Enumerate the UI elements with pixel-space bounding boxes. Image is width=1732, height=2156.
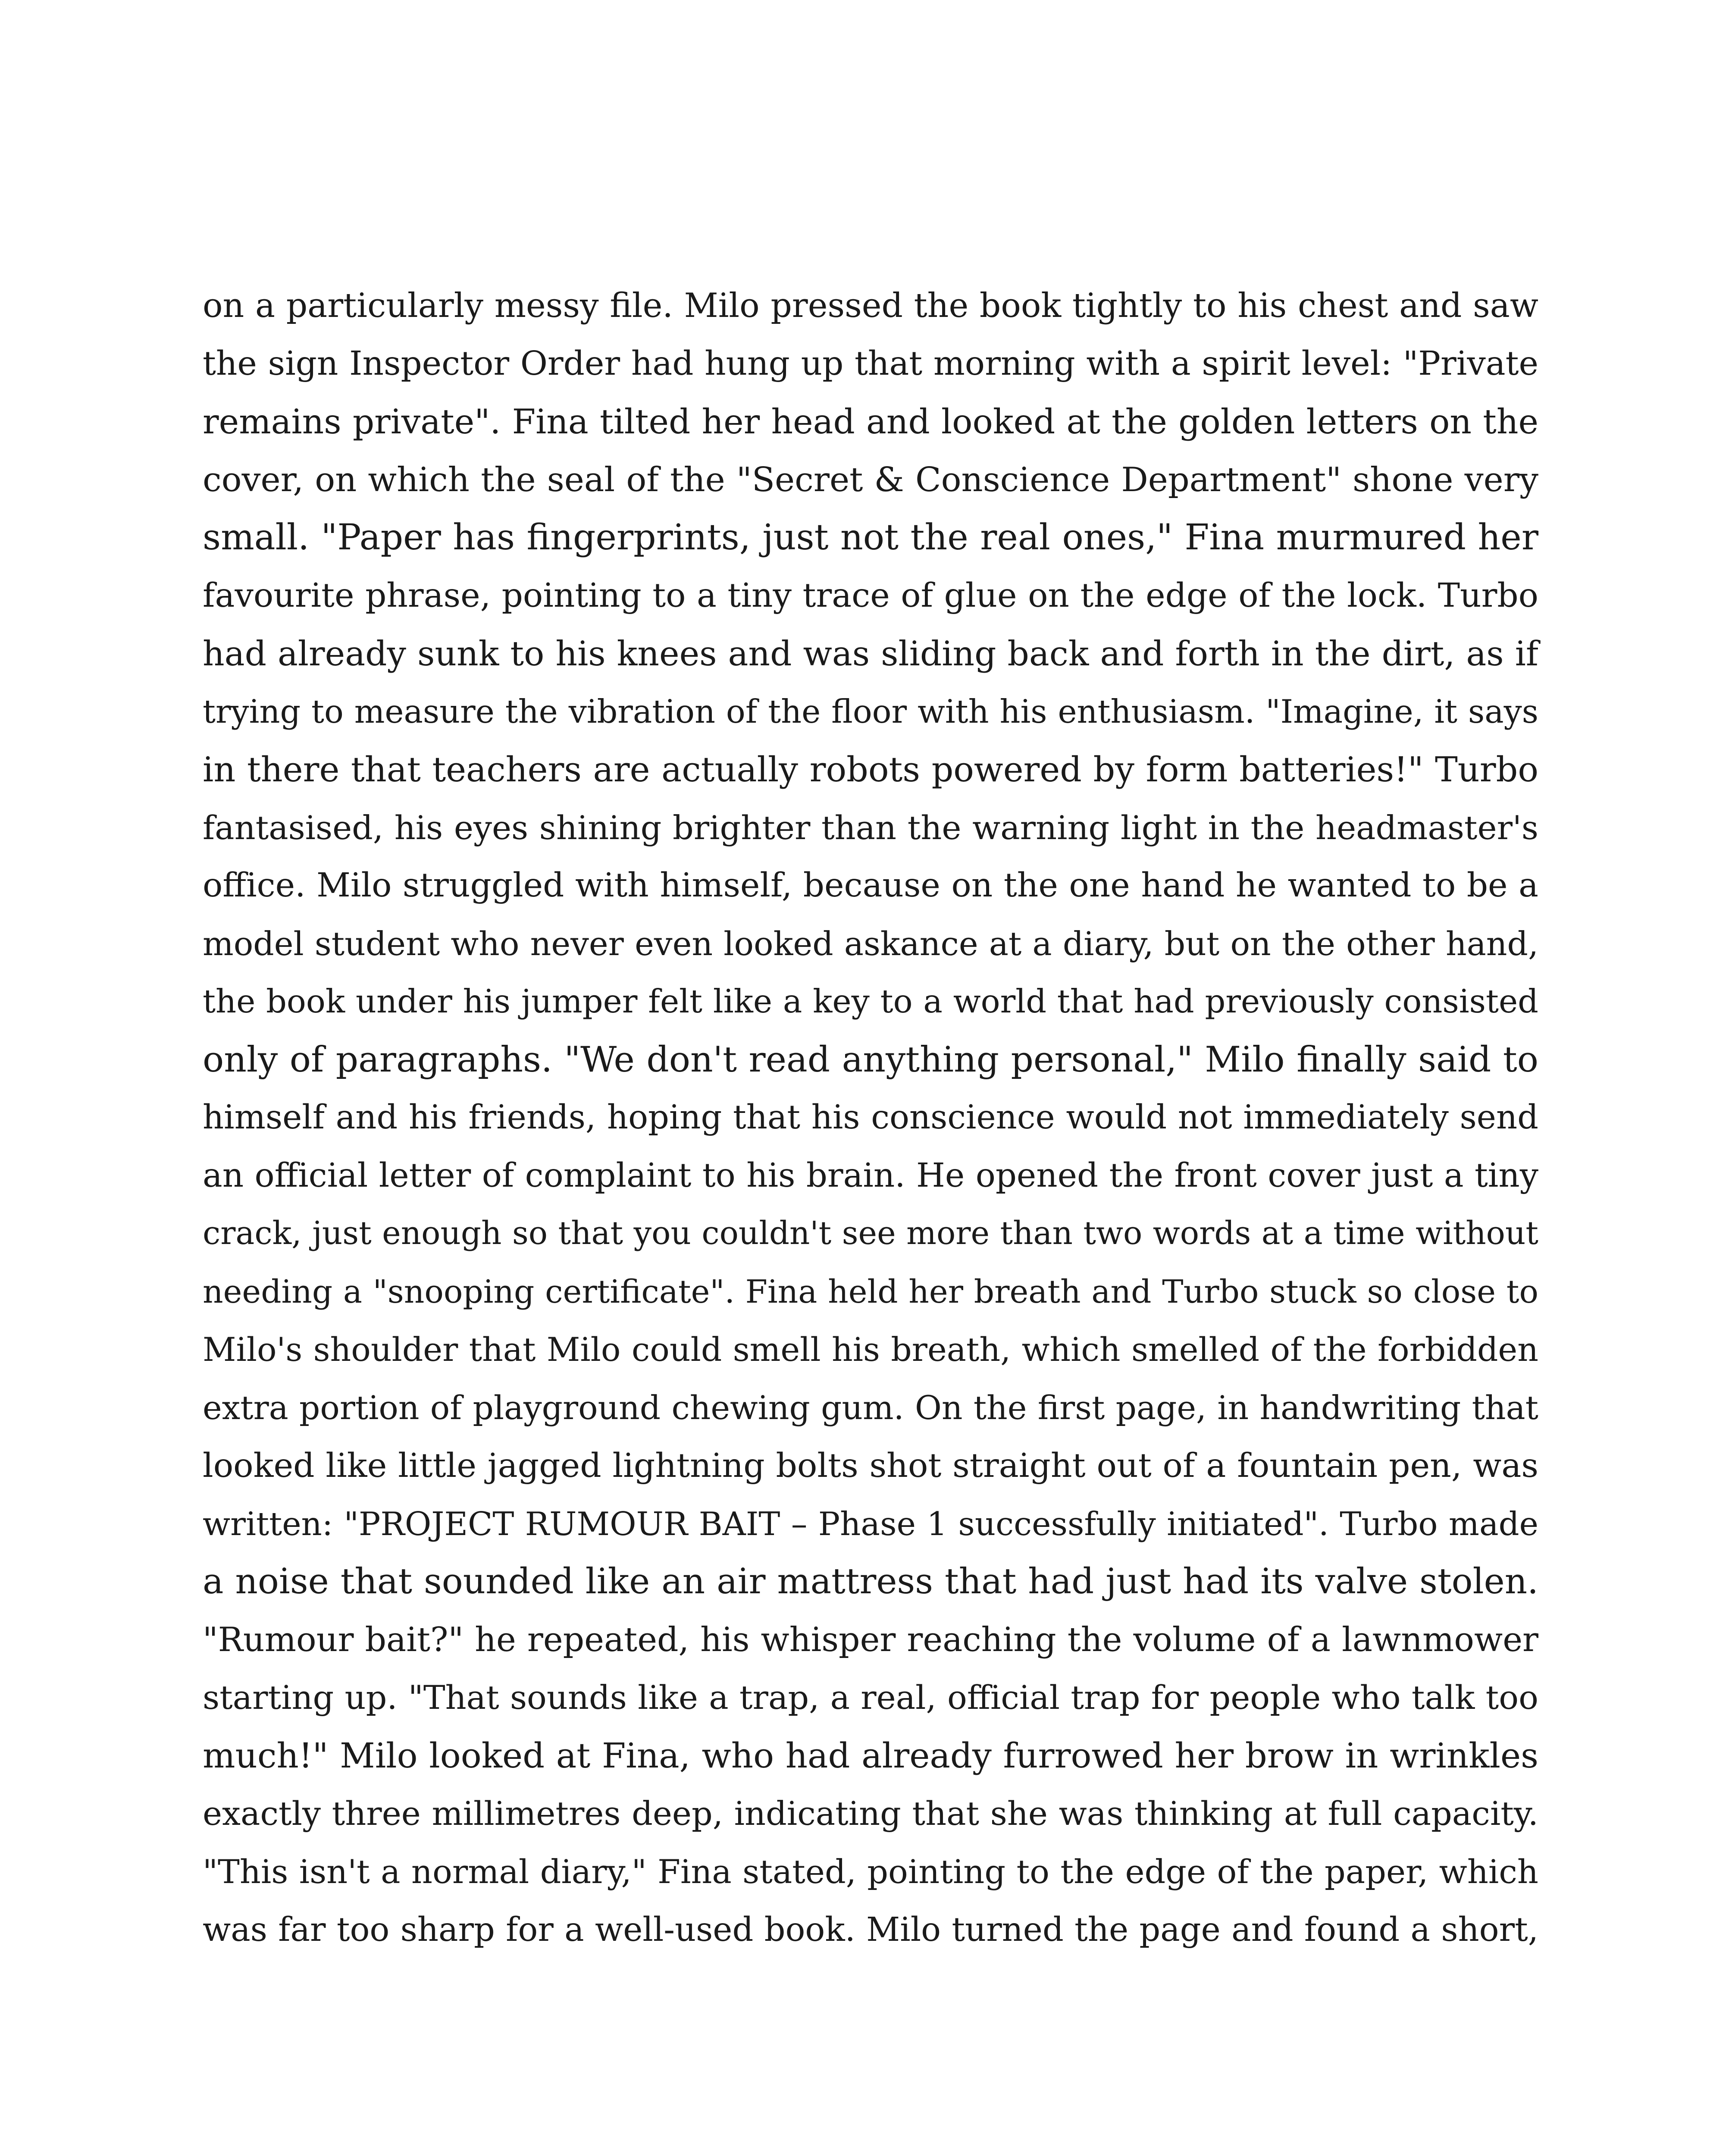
- text-line: needing a "snooping certificate". Fina held her breath and Turbo stuck so close to: [203, 1273, 1538, 1310]
- text-line: on a particularly messy file. Milo pressed the book tightly to his chest and saw: [203, 286, 1538, 325]
- text-line: fantasised, his eyes shining brighter than the warning light in the headmaster's: [203, 808, 1538, 847]
- text-line: in there that teachers are actually robots powered by form batteries!" Turbo: [203, 750, 1538, 790]
- text-line: Milo's shoulder that Milo could smell his breath, which smelled of the forbidden: [203, 1331, 1538, 1369]
- text-line: crack, just enough so that you couldn't see more than two words at a time without: [203, 1215, 1538, 1252]
- text-line: favourite phrase, pointing to a tiny trace of glue on the edge of the lock. Turbo: [203, 576, 1538, 615]
- text-line: model student who never even looked askance at a diary, but on the other hand,: [203, 924, 1538, 963]
- text-line: exactly three millimetres deep, indicating that she was thinking at full capacity.: [203, 1794, 1538, 1833]
- text-line: "This isn't a normal diary," Fina stated, pointing to the edge of the paper, which: [203, 1852, 1538, 1891]
- text-line: looked like little jagged lightning bolts shot straight out of a fountain pen, was: [203, 1446, 1538, 1485]
- text-line: cover, on which the seal of the "Secret & Conscience Department" shone very: [203, 460, 1538, 499]
- text-line: the sign Inspector Order had hung up that morning with a spirit level: "Private: [203, 344, 1538, 383]
- text-line: a noise that sounded like an air mattress that had just had its valve stolen.: [203, 1561, 1538, 1602]
- body-text: [203, 277, 1538, 1959]
- text-line: himself and his friends, hoping that his conscience would not immediately send: [203, 1098, 1538, 1137]
- text-line: an official letter of complaint to his brain. He opened the front cover just a tiny: [203, 1156, 1538, 1195]
- text-line: office. Milo struggled with himself, because on the one hand he wanted to be a: [203, 866, 1538, 905]
- text-line: extra portion of playground chewing gum. On the first page, in handwriting that: [203, 1388, 1538, 1427]
- text-line: remains private". Fina tilted her head and looked at the golden letters on the: [203, 402, 1538, 442]
- text-line: only of paragraphs. "We don't read anything personal," Milo finally said to: [203, 1039, 1538, 1080]
- text-line: had already sunk to his knees and was sliding back and forth in the dirt, as if: [203, 634, 1538, 674]
- text-line: "Rumour bait?" he repeated, his whisper reaching the volume of a lawnmower: [203, 1620, 1538, 1659]
- text-line: was far too sharp for a well-used book. Milo turned the page and found a short,: [203, 1910, 1538, 1949]
- text-line: much!" Milo looked at Fina, who had already furrowed her brow in wrinkles: [203, 1735, 1538, 1776]
- text-line: starting up. "That sounds like a trap, a real, official trap for people who talk too: [203, 1678, 1538, 1717]
- text-line: small. "Paper has fingerprints, just not the real ones," Fina murmured her: [203, 517, 1538, 558]
- text-line: trying to measure the vibration of the floor with his enthusiasm. "Imagine, it says: [203, 693, 1538, 730]
- text-line: written: "PROJECT RUMOUR BAIT – Phase 1 successfully initiated". Turbo made: [203, 1504, 1538, 1543]
- text-line: the book under his jumper felt like a key to a world that had previously consisted: [203, 983, 1538, 1020]
